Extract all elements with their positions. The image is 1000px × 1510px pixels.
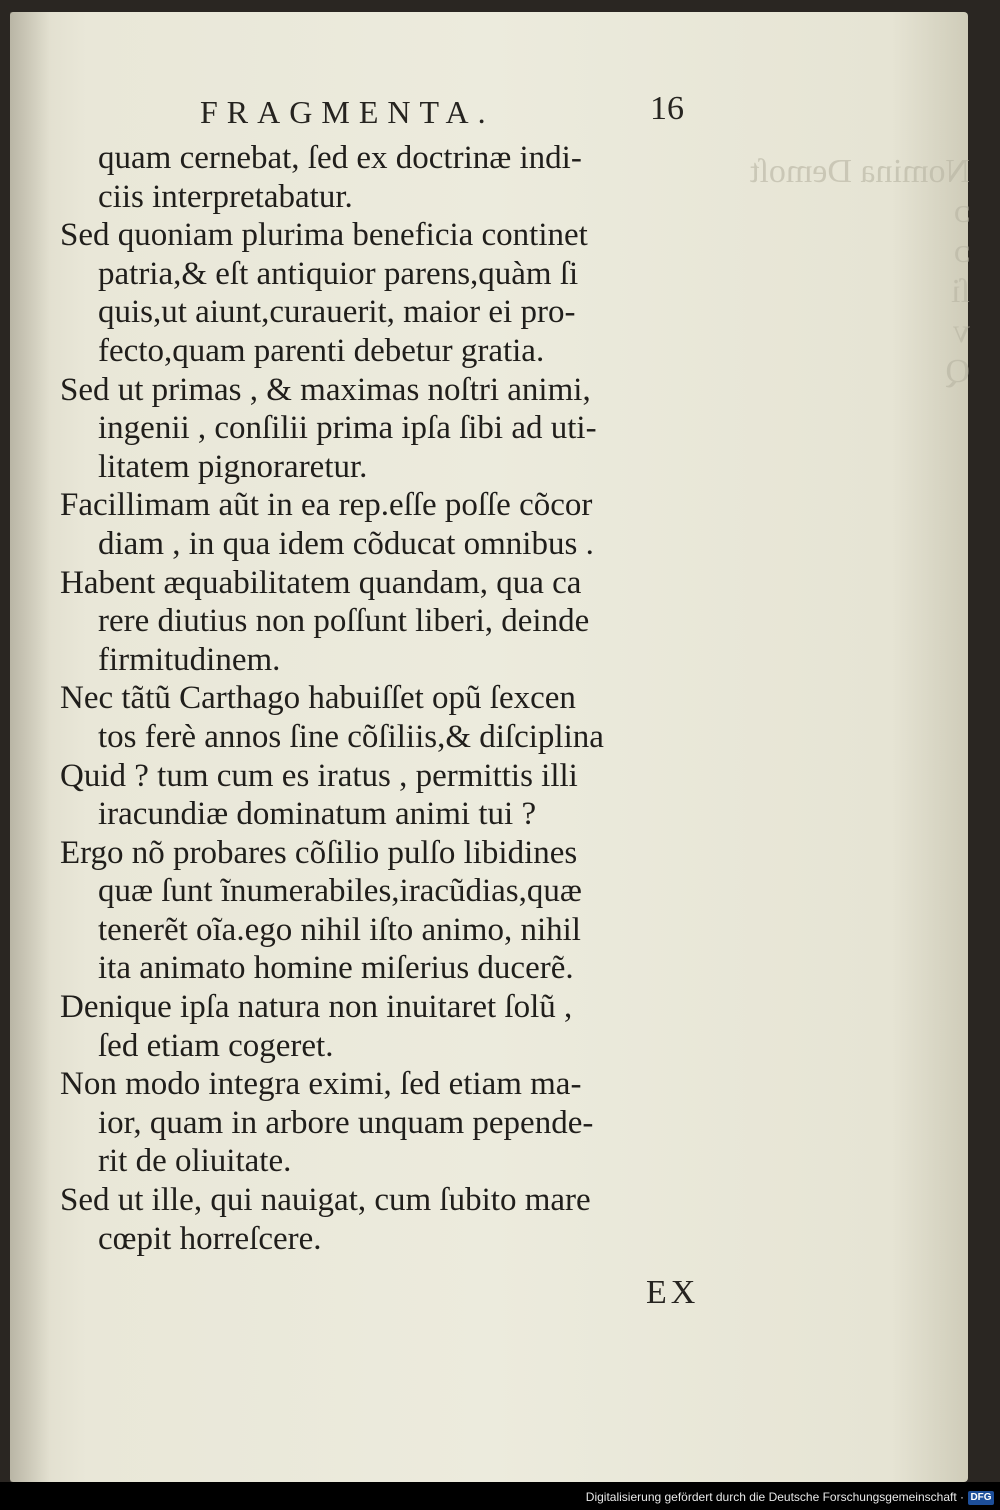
text-line: ſed etiam cogeret. (98, 1027, 334, 1064)
book-page (10, 12, 968, 1482)
dfg-logo: DFG (968, 1491, 994, 1505)
text-line: cœpit horreſcere. (98, 1220, 322, 1257)
text-line: Habent æquabilitatem quandam, qua ca (60, 564, 582, 601)
footer-credit: Digitalisierung gefördert durch die Deutsche Forschungsgemeinschaft · (585, 1490, 964, 1504)
text-line: Non modo integra eximi, ſed etiam ma- (60, 1066, 582, 1103)
text-line: Ergo nõ probares cõſilio pulſo libidines (60, 834, 578, 871)
text-line: Denique ipſa natura non inuitaret ſolũ , (60, 989, 573, 1026)
text-line: Sed quoniam plurima beneficia continet (60, 217, 588, 254)
show-through-bleed: Nomina Demoſt ᴐ ᴐ ſi v Q (749, 153, 970, 390)
text-line: rere diutius non poſſunt liberi, deinde (98, 603, 590, 640)
text-line: rit de oliuitate. (98, 1143, 292, 1180)
text-line: firmitudinem. (98, 641, 281, 678)
text-line: quam cernebat, ſed ex doctrinæ indi- (98, 140, 582, 176)
body-text (60, 139, 710, 1258)
text-line: Sed ut primas , & maximas noſtri animi, (60, 371, 591, 408)
page-gutter-shadow (10, 12, 50, 1482)
running-head-title: FRAGMENTA. (200, 94, 495, 130)
text-line: quis,ut aiunt,curauerit, maior ei pro- (98, 294, 576, 331)
text-line: diam , in qua idem cõducat omnibus . (98, 525, 594, 562)
text-line: tenerẽt oĩa.ego nihil iſto animo, nihil (98, 911, 581, 948)
text-line: litatem pignoraretur. (98, 448, 368, 485)
text-line: ita animato homine miſerius ducerẽ. (98, 950, 574, 987)
text-line: Quid ? tum cum es iratus , permittis illi (60, 757, 578, 794)
text-line: ior, quam in arbore unquam pepende- (98, 1104, 594, 1141)
text-line: quæ ſunt ĩnumerabiles,iracũdias,quæ (98, 873, 582, 910)
text-line: ciis interpretabatur. (98, 178, 353, 215)
text-line: Sed ut ille, qui nauigat, cum ſubito mare (60, 1182, 591, 1219)
text-line: patria,& eſt antiquior parens,quàm ſi (98, 255, 579, 292)
text-line: tos ferè annos ſine cõſiliis,& diſciplina (98, 718, 604, 755)
text-line: iracundiæ dominatum animi tui ? (98, 796, 537, 833)
text-line: Nec tãtũ Carthago habuiſſet opũ ſexcen (60, 680, 576, 717)
catchword: EX (646, 1274, 700, 1311)
footer-bar (0, 1482, 1000, 1510)
page-number: 16 (650, 90, 684, 127)
text-line: fecto,quam parenti debetur gratia. (98, 332, 545, 369)
text-line: ingenii , conſilii prima ipſa ſibi ad uti- (98, 410, 597, 447)
text-line: Facillimam aũt in ea rep.eſſe poſſe cõcor (60, 487, 593, 524)
